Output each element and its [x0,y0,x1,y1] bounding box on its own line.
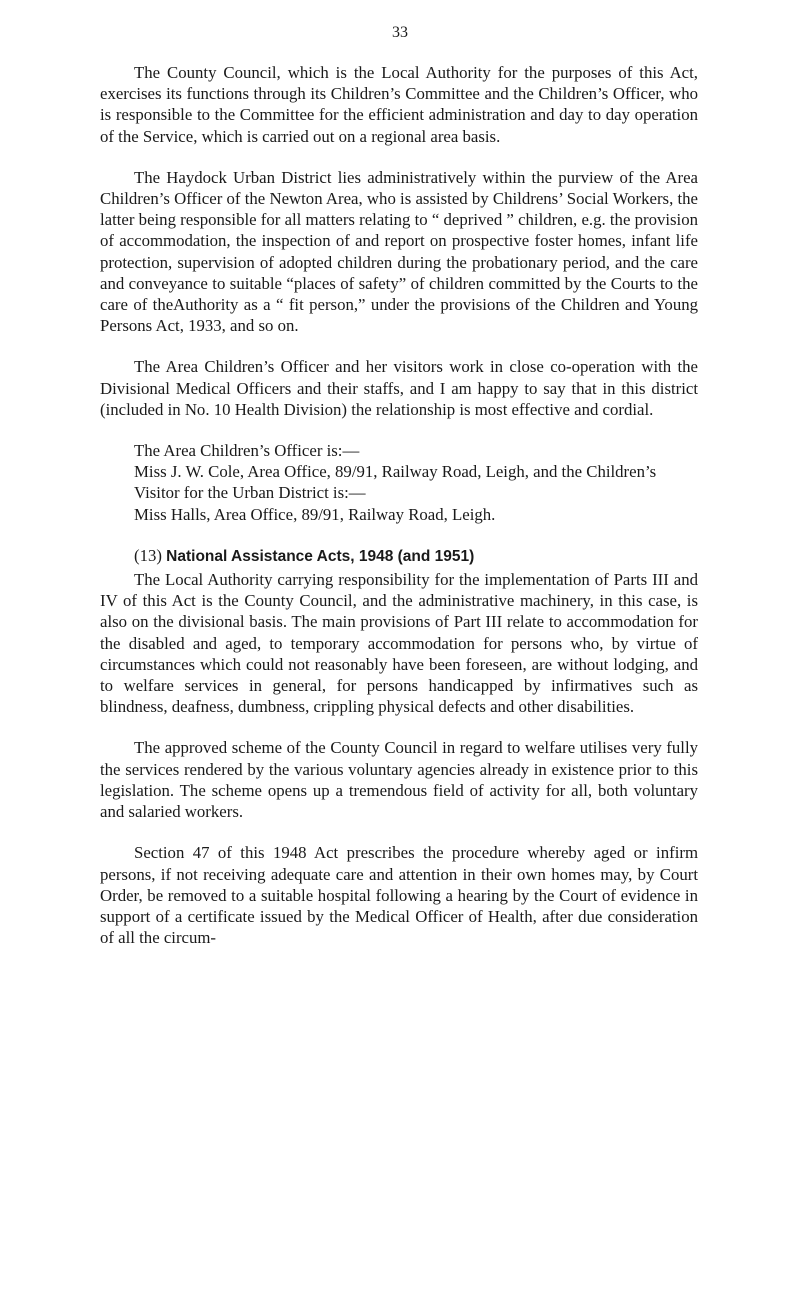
paragraph-haydock-district: The Haydock Urban District lies administratively within the purview of the Area Children’s Officer of the Newton Area, who is assisted by Childrens’ Social Workers, the latter being responsible for all matters relating to “ deprived ” children, e.g. the provision of accommodation, the inspection of and report on prospective foster homes, infant life protection, supervision of adopted children during the probationary period, and the care and conveyance to suitable “places of safety” of children committed by the Courts to the care of theAuthority as a “ fit person,” under the provisions of the Children and Young Persons Act, 1933, and so on. [100,167,698,336]
section-number: (13) [134,545,162,565]
paragraph-approved-scheme: The approved scheme of the County Council in regard to welfare utilises very fully the services rendered by the various voluntary agencies already in existence prior to this legislation. The scheme opens up a tremendous field of activity for all, both voluntary and salaried workers. [100,738,698,822]
address-area-officer: Miss J. W. Cole, Area Office, 89/91, Railway Road, Leigh, and the Children’s Visitor for the Urban District is:— [134,462,657,503]
paragraph-area-officer-cooperation: The Area Children’s Officer and her visitors work in close co-operation with the Divisional Medical Officers and their staffs, and I am happy to say that in this district (included in No. 10 Health Division) the relationship is most effective and cordial. [100,357,698,419]
paragraph-county-council: The County Council, which is the Local Authority for the purposes of this Act, exercises its functions through its Children’s Committee and the Children’s Officer, who is responsible to the Committee for the efficient administration and day to day operation of the Service, which is carried out on a regional area basis. [100,63,698,146]
section-title: National Assistance Acts, 1948 (and 1951) [166,547,475,565]
paragraph-section-47: Section 47 of this 1948 Act prescribes the procedure whereby aged or infirm persons, if not receiving adequate care and attention in their own homes may, by Court Order, be removed to a suitable hospital following a hearing by the Court of evidence in support of a certificate issued by the Medical Officer of Health, after due consideration of all the circum- [100,843,698,948]
page-number: 33 [392,24,408,41]
address-childrens-visitor: Miss Halls, Area Office, 89/91, Railway Road, Leigh. [134,504,496,524]
paragraph-national-assistance-implementation: The Local Authority carrying responsibility for the implementation of Parts III and IV of this Act is the County Council, and the administrative machinery, in this case, is also on the divisional basis. The main provisions of Part III relate to accommodation for the disabled and aged, to temporary accommodation for persons who, by virtue of circumstances which could not reasonably have been foreseen, are without lodging, and to welfare services in general, for persons handicapped by infirmatives such as blindness, deafness, dumbness, crippling physical defects and other disabilities. [100,570,698,717]
document-body [100,62,698,968]
section-heading [100,545,698,567]
paragraph-area-officer-intro: The Area Children’s Officer is:— [134,441,360,461]
